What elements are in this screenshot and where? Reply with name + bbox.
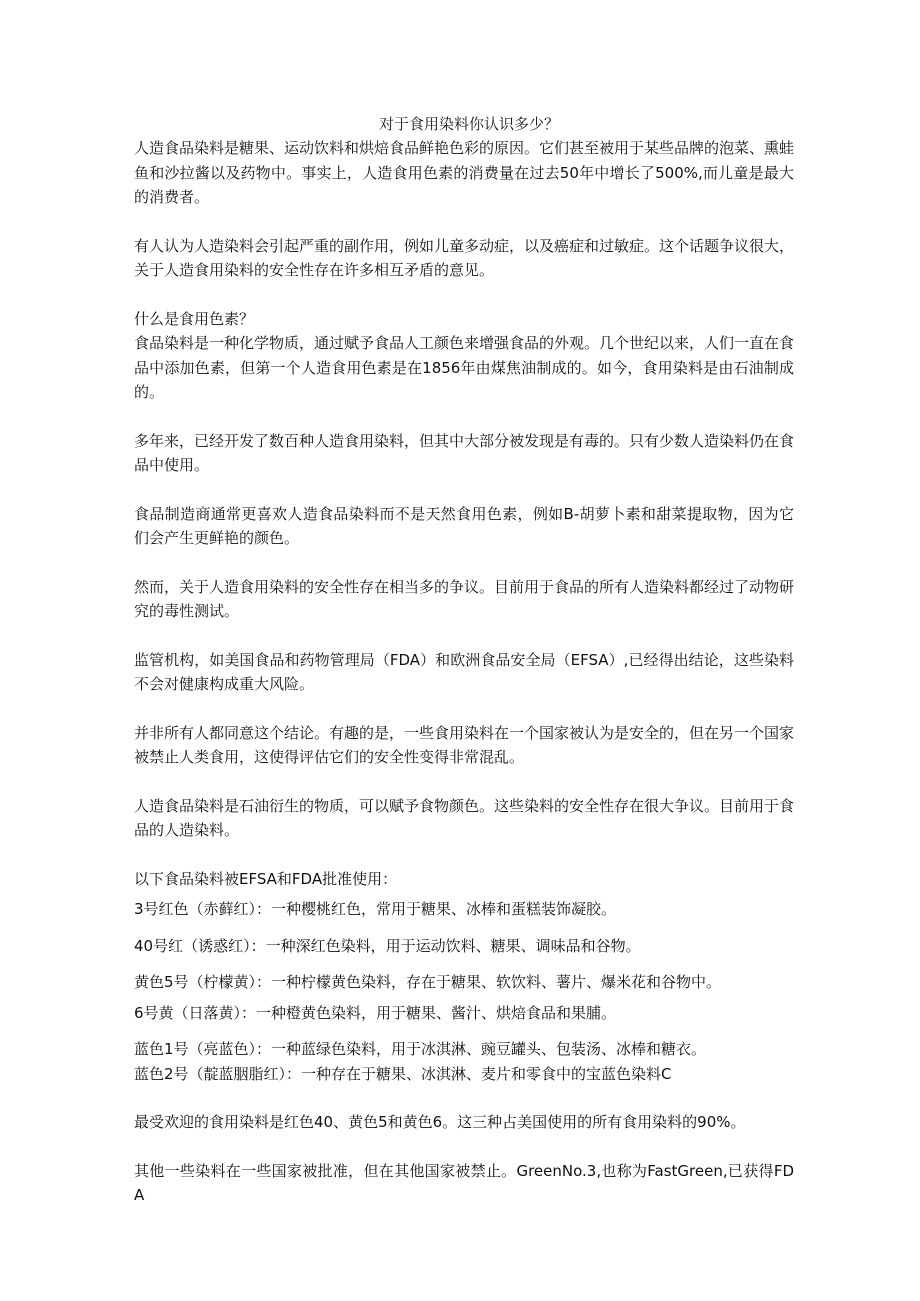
- paragraph-preference: 食品制造商通常更喜欢人造食品染料而不是天然食用色素，例如B-胡萝卜素和甜菜提取物，因为它们会产生更鲜艳的颜色。: [134, 504, 794, 547]
- paragraph-definition: 食品染料是一种化学物质，通过赋予食品人工颜色来增强食品的外观。几个世纪以来，人们一直在食品中添加色素，但第一个人造食用色素是在1856年由煤焦油制成的。如今，食用染料是由石油制成的。: [134, 334, 795, 401]
- paragraph-intro: 人造食品染料是糖果、运动饮料和烘焙食品鲜艳色彩的原因。它们甚至被用于某些品牌的泡菜、熏蛙鱼和沙拉酱以及药物中。事实上，人造食用色素的消费量在过去50年中增长了500%,而儿童是最大的消费者。: [134, 139, 795, 206]
- section-heading: 什么是食用色素？: [134, 309, 255, 328]
- paragraph-controversy: 然而，关于人造食用染料的安全性存在相当多的争议。目前用于食品的所有人造染料都经过了动物研究的毒性测试。: [134, 577, 795, 620]
- paragraph-popular-dyes: 最受欢迎的食用染料是红色40、黄色5和黄色6。这三种占美国使用的所有食用染料的90%。: [134, 1113, 746, 1131]
- document-page: [134, 112, 794, 1208]
- paragraph-regulators: 监管机构，如美国食品和药物管理局（FDA）和欧洲食品安全局（EFSA）,已经得出结论，这些染料不会对健康构成重大风险。: [134, 650, 794, 693]
- dye-item-yellow-6: 6号黄（日落黄）：一种橙黄色染料，用于糖果、酱汁、烘焙食品和果脯。: [134, 1003, 617, 1022]
- dye-item-yellow-5: 黄色5号（柠檬黄）：一种柠檬黄色染料，存在于糖果、软饮料、薯片、爆米花和谷物中。: [134, 973, 722, 991]
- list-intro: 以下食品染料被EFSA和FDA批准使用：: [134, 869, 398, 888]
- paragraph-side-effects: 有人认为人造染料会引起严重的副作用，例如儿童多动症，以及癌症和过敏症。这个话题争议很大，关于人造食用染料的安全性存在许多相互矛盾的意见。: [134, 236, 795, 279]
- paragraph-history: 多年来，已经开发了数百种人造食用染料，但其中大部分被发现是有毒的。只有少数人造染料仍在食品中使用。: [134, 431, 795, 474]
- document-title: 对于食用染料你认识多少？: [378, 115, 559, 133]
- dye-item-blue-1: 蓝色1号（亮蓝色）：一种蓝绿色染料，用于冰淇淋、豌豆罐头、包装汤、冰棒和糖衣。: [134, 1040, 707, 1058]
- dye-item-red-3: 3号红色（赤藓红）：一种樱桃红色，常用于糖果、冰棒和蛋糕装饰凝胶。: [134, 900, 617, 918]
- dye-item-blue-2: 蓝色2号（靛蓝胭脂红）：一种存在于糖果、冰淇淋、麦片和零食中的宝蓝色染料C: [134, 1064, 672, 1083]
- paragraph-other-dyes: 其他一些染料在一些国家被批准，但在其他国家被禁止。GreenNo.3,也称为FastGreen,已获得FDA: [134, 1161, 794, 1204]
- dye-item-red-40: 40号红（诱惑红）：一种深红色染料，用于运动饮料、糖果、调味品和谷物。: [134, 936, 641, 955]
- paragraph-disagreement: 并非所有人都同意这个结论。有趣的是，一些食用染料在一个国家被认为是安全的，但在另一个国家被禁止人类食用，这使得评估它们的安全性变得非常混乱。: [134, 723, 795, 766]
- paragraph-summary: 人造食品染料是石油衍生的物质，可以赋予食物颜色。这些染料的安全性存在很大争议。目前用于食品的人造染料。: [134, 796, 795, 839]
